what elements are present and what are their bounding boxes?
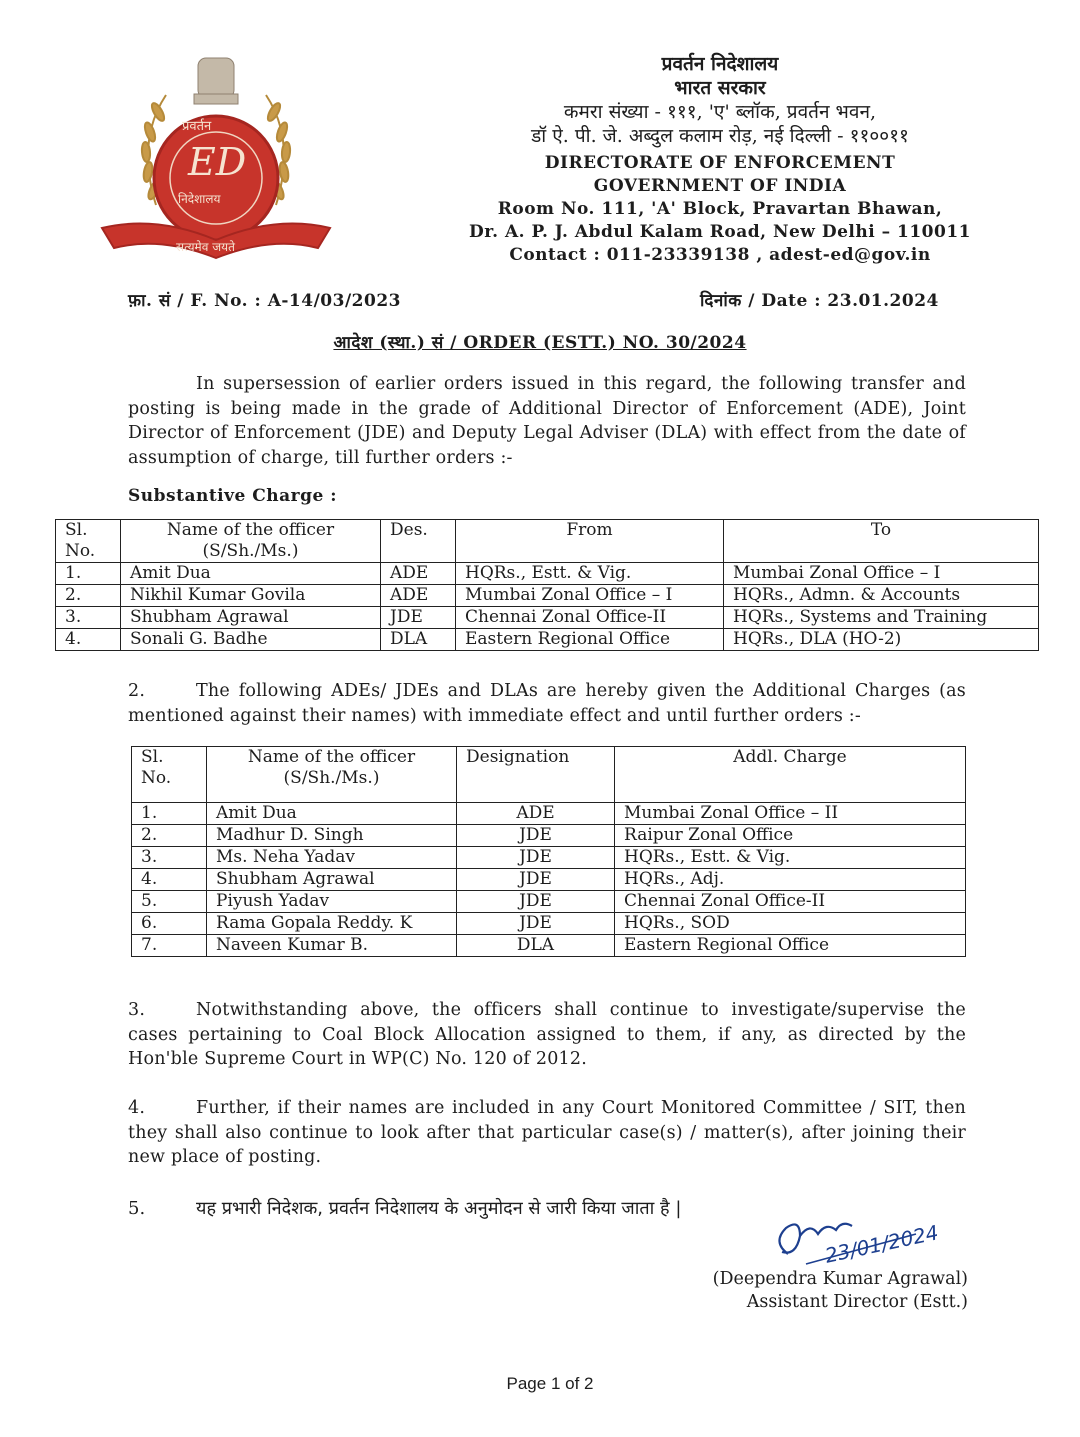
table-row [132,935,966,957]
col-designation: Des. [381,520,456,563]
signatory-name: (Deependra Kumar Agrawal) [712,1269,968,1289]
cell-des: JDE [457,847,615,869]
table-row [132,825,966,847]
additional-charge-table [131,746,966,957]
paragraph-3 [128,998,966,1072]
cell-name: Rama Gopala Reddy. K [207,913,457,935]
order-date: दिनांक / Date : 23.01.2024 [700,291,939,311]
hindi-dept-name: प्रवर्तन निदेशालय [661,53,779,75]
handwritten-signature [766,1212,941,1274]
table-row [132,869,966,891]
logo-text-mid: ED [188,140,247,184]
signatory-designation: Assistant Director (Estt.) [746,1292,968,1312]
cell-sl: 5. [132,891,207,913]
hindi-room: कमरा संख्या - १११, 'ए' ब्लॉक, प्रवर्तन भवन, [563,101,877,123]
cell-to: HQRs., Admn. & Accounts [724,585,1039,607]
paragraph-4 [128,1096,966,1170]
cell-des: ADE [457,803,615,825]
para-2-text: The following ADEs/ JDEs and DLAs are hereby given the Additional Charges (as mentioned against their names) with immediate effect and until further orders :- [128,681,966,726]
cell-name: Amit Dua [207,803,457,825]
para-4-text: Further, if their names are included in any Court Monitored Committee / SIT, then they shall also continue to look after that particular case(s) / matter(s), after joining their new place of posting. [128,1098,966,1167]
cell-des: DLA [381,629,456,651]
cell-from: Mumbai Zonal Office – I [456,585,724,607]
table-row [132,847,966,869]
cell-name: Madhur D. Singh [207,825,457,847]
cell-name: Sonali G. Badhe [121,629,381,651]
logo-text-bottom: निदेशालय [178,192,221,206]
cell-des: ADE [381,585,456,607]
table-row [56,585,1039,607]
cell-name: Amit Dua [121,563,381,585]
table-header-row [56,520,1039,563]
cell-charge: Eastern Regional Office [615,935,966,957]
cell-des: ADE [381,563,456,585]
letterhead [440,52,1000,267]
table-row [132,891,966,913]
paragraph-2 [128,679,966,728]
cell-des: JDE [381,607,456,629]
para-4-number: 4. [128,1098,146,1118]
cell-des: DLA [457,935,615,957]
col-officer-name: Name of the officer (S/Sh./Ms.) [121,520,381,563]
col-addl-charge: Addl. Charge [615,747,966,803]
en-road: Dr. A. P. J. Abdul Kalam Road, New Delhi – 110011 [469,222,971,242]
en-room: Room No. 111, 'A' Block, Pravartan Bhawan, [497,199,943,219]
cell-sl: 1. [132,803,207,825]
para-2-number: 2. [128,681,146,701]
signature-date: 23/01/2024 [822,1220,941,1268]
cell-charge: HQRs., Adj. [615,869,966,891]
hindi-govt: भारत सरकार [674,77,766,99]
cell-des: JDE [457,869,615,891]
para-3-number: 3. [128,1000,146,1020]
logo-motto: सत्यमेव जयते [176,240,235,254]
cell-sl: 4. [56,629,121,651]
cell-des: JDE [457,891,615,913]
para-5-text: यह प्रभारी निदेशक, प्रवर्तन निदेशालय के अनुमोदन से जारी किया जाता है | [196,1198,682,1219]
cell-charge: Mumbai Zonal Office – II [615,803,966,825]
cell-des: JDE [457,913,615,935]
order-title: आदेश (स्था.) सं / ORDER (ESTT.) NO. 30/2024 [333,333,747,353]
page-number: Page 1 of 2 [506,1374,594,1393]
cell-sl: 2. [56,585,121,607]
cell-sl: 7. [132,935,207,957]
table-row [56,563,1039,585]
para-5-number: 5. [128,1198,146,1219]
col-to: To [724,520,1039,563]
cell-name: Shubham Agrawal [207,869,457,891]
table-header-row [132,747,966,803]
cell-charge: HQRs., Estt. & Vig. [615,847,966,869]
cell-from: HQRs., Estt. & Vig. [456,563,724,585]
cell-charge: HQRs., SOD [615,913,966,935]
table-row [132,913,966,935]
table-row [132,803,966,825]
substantive-charge-table [55,519,1039,651]
cell-name: Ms. Neha Yadav [207,847,457,869]
logo-text-top: प्रवर्तन [182,119,212,134]
cell-name: Shubham Agrawal [121,607,381,629]
col-officer-name: Name of the officer (S/Sh./Ms.) [207,747,457,803]
cell-sl: 3. [132,847,207,869]
contact-line: Contact : 011-23339138 , adest-ed@gov.in [509,245,931,265]
en-dept-name: DIRECTORATE OF ENFORCEMENT [544,153,896,173]
cell-sl: 1. [56,563,121,585]
ed-logo [96,40,336,270]
cell-des: JDE [457,825,615,847]
col-designation: Designation [457,747,615,803]
cell-sl: 4. [132,869,207,891]
cell-sl: 2. [132,825,207,847]
cell-to: Mumbai Zonal Office – I [724,563,1039,585]
substantive-heading: Substantive Charge : [128,486,338,506]
hindi-road: डॉ ऐ. पी. जे. अब्दुल कलाम रोड़, नई दिल्ली - ११००११ [531,125,909,147]
en-govt: GOVERNMENT OF INDIA [593,176,847,196]
cell-name: Piyush Yadav [207,891,457,913]
table-row [56,629,1039,651]
cell-from: Eastern Regional Office [456,629,724,651]
file-number: फ़ा. सं / F. No. : A-14/03/2023 [128,291,401,311]
table-row [56,607,1039,629]
col-sl-no: Sl. No. [56,520,121,563]
cell-name: Nikhil Kumar Govila [121,585,381,607]
cell-charge: Chennai Zonal Office-II [615,891,966,913]
cell-to: HQRs., DLA (HO-2) [724,629,1039,651]
cell-from: Chennai Zonal Office-II [456,607,724,629]
cell-sl: 3. [56,607,121,629]
para-3-text: Notwithstanding above, the officers shall continue to investigate/supervise the cases pertaining to Coal Block Allocation assigned to them, if any, as directed by the Hon'ble Supreme Court in WP(C) No. 120 of 2012. [128,1000,966,1069]
paragraph-1: In supersession of earlier orders issued in this regard, the following transfer and posting is being made in the grade of Additional Director of Enforcement (ADE), Joint Director of Enforcement (JDE) and Deputy Legal Adviser (DLA) with effect from the date of assumption of charge, till further orders :- [128,374,966,468]
col-from: From [456,520,724,563]
cell-to: HQRs., Systems and Training [724,607,1039,629]
cell-sl: 6. [132,913,207,935]
cell-name: Naveen Kumar B. [207,935,457,957]
cell-charge: Raipur Zonal Office [615,825,966,847]
col-sl-no: Sl. No. [132,747,207,803]
